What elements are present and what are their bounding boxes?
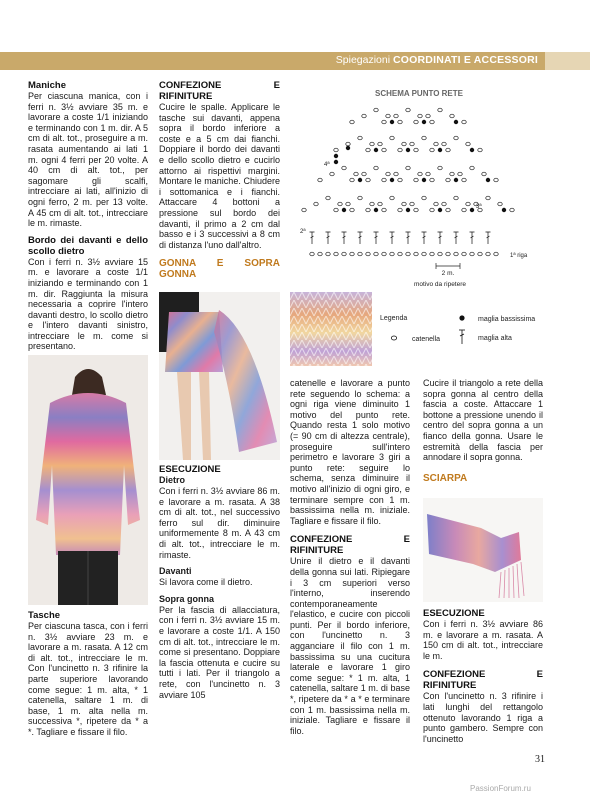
heading-tasche: Tasche (28, 610, 61, 621)
slip-stitch-symbol (470, 208, 474, 212)
sub-davanti: Davanti (159, 566, 192, 577)
chain-symbol (318, 252, 322, 256)
chain-symbol (366, 252, 370, 256)
chain-symbol (358, 136, 362, 140)
chain-symbol (390, 136, 394, 140)
chain-symbol (330, 172, 334, 176)
chain-symbol (362, 114, 366, 118)
slip-stitch-symbol (438, 148, 442, 152)
column-2-bottom (159, 464, 280, 700)
chain-symbol (366, 148, 370, 152)
chain-symbol (362, 172, 366, 176)
chain-symbol (462, 208, 466, 212)
slip-stitch-symbol (358, 178, 362, 182)
double-crochet-symbol (390, 232, 395, 244)
slip-stitch-symbol (438, 208, 442, 212)
chain-symbol (486, 252, 490, 256)
slip-stitch-symbol (334, 160, 338, 164)
chain-symbol (318, 178, 322, 182)
chain-symbol (378, 202, 382, 206)
chain-symbol (430, 120, 434, 124)
chain-symbol (430, 252, 434, 256)
chain-symbol (430, 178, 434, 182)
chart-title: SCHEMA PUNTO RETE (374, 89, 464, 98)
slip-stitch-symbol (406, 148, 410, 152)
chain-symbol (366, 208, 370, 212)
heading-confezione-sciarpa: CONFEZIONE E RIFINITURE (423, 669, 543, 692)
chain-symbol (346, 142, 350, 146)
chain-symbol (326, 252, 330, 256)
chain-symbol (334, 252, 338, 256)
double-crochet-symbol (422, 232, 427, 244)
chain-symbol (418, 114, 422, 118)
heading-esecuzione-gonna: ESECUZIONE (159, 464, 221, 475)
chain-symbol (486, 196, 490, 200)
chain-symbol (410, 142, 414, 146)
chain-symbol (394, 114, 398, 118)
chart-marks (302, 108, 514, 256)
legend-sc-symbol (459, 315, 464, 320)
watermark: PassionForum.ru (470, 784, 531, 793)
chain-symbol (382, 178, 386, 182)
chain-symbol (406, 166, 410, 170)
chain-symbol (410, 202, 414, 206)
chain-symbol (418, 172, 422, 176)
legend-title: Legenda (380, 315, 408, 322)
chain-symbol (446, 252, 450, 256)
double-crochet-symbol (310, 232, 315, 244)
chain-symbol (358, 196, 362, 200)
chain-symbol (450, 172, 454, 176)
header-title: COORDINATI E ACCESSORI (393, 54, 538, 66)
chain-symbol (346, 202, 350, 206)
heading-bordo: Bordo dei davanti e dello scollo dietro (28, 234, 148, 257)
double-crochet-symbol (374, 232, 379, 244)
row-2-label: 2ª (300, 229, 306, 235)
chain-symbol (382, 208, 386, 212)
chain-symbol (478, 252, 482, 256)
column-4 (423, 378, 543, 484)
chain-symbol (434, 142, 438, 146)
chain-symbol (434, 202, 438, 206)
chain-symbol (454, 136, 458, 140)
scarf-photo (423, 498, 543, 602)
text-maniche: Per ciascuna manica, con i ferri n. 3½ avviare 35 m. e lavorare a coste 1/1 iniziando e terminando con 1 m. dir. A 5 cm di alt. tot., proseguire a m. rasata aumentando ai lati 1 m. ogni 4 ferri per 20 volte. A 40 cm di alt. tot., per sagomare gli scalfi, intrecciare ai lati, all'inizio di ogni ferro, 2 m. per 13 volte. A 45 cm di alt. tot., intrecciare le m. rimaste. (28, 91, 148, 229)
chain-symbol (470, 166, 474, 170)
heading-confezione-gonna: CONFEZIONE E RIFINITURE (290, 534, 410, 557)
chain-symbol (350, 208, 354, 212)
chain-symbol (462, 252, 466, 256)
chain-symbol (422, 136, 426, 140)
text-sopra-gonna: Per la fascia di allacciatura, con i ferri n. 3½ avviare 15 m. e lavorare a coste 1/1. A 150 cm di alt. tot., intrecciare le m. come si presentano. Doppiare la fascia ottenuta e cucire su tutti i lati. Per il triangolo a rete, con l'uncinetto n. 3 avviare 105 (159, 604, 280, 700)
text-confezione: Cucire le spalle. Applicare le tasche sui davanti, appena sopra il bordo inferiore a coste e a 5 cm dai fianchi. Doppiare il bordo dei davanti e dello scollo dietro e cucirlo attorno ai rispettivi margini. Montare le maniche. Chiudere i sottomanica e i fianchi. Attaccare 4 bottoni a pressione sul bordo dei davanti, il primo a 2 cm dal basso e i 3 successivi a 8 cm di distanza l'uno dall'altro. (159, 102, 280, 250)
slip-stitch-symbol (486, 178, 490, 182)
slip-stitch-symbol (374, 208, 378, 212)
chain-symbol (454, 252, 458, 256)
chain-symbol (498, 202, 502, 206)
slip-stitch-symbol (502, 208, 506, 212)
cardigan-photo (28, 355, 148, 605)
chain-symbol (430, 148, 434, 152)
text-esecuzione-sciarpa: Con i ferri n. 3½ avviare 86 m. e lavorare a m. rasata. A 150 cm di alt. tot., intrecciare le m. (423, 619, 543, 661)
chain-symbol (342, 166, 346, 170)
double-crochet-symbol (454, 232, 459, 244)
chain-symbol (406, 252, 410, 256)
double-crochet-symbol (470, 232, 475, 244)
chain-symbol (366, 178, 370, 182)
chain-symbol (382, 148, 386, 152)
chain-symbol (354, 172, 358, 176)
chain-symbol (470, 252, 474, 256)
chain-symbol (334, 208, 338, 212)
legend-ch: catenella (412, 336, 441, 343)
chain-symbol (374, 252, 378, 256)
chain-symbol (438, 252, 442, 256)
chain-symbol (414, 148, 418, 152)
column-1-bottom (28, 610, 148, 738)
text-punto-rete: catenelle e lavorare a punto rete seguendo lo schema: a ogni riga viene diminuito 1 motivo del punto rete. Quando resta 1 solo motivo (= 90 cm di altezza centrale), proseguire sull'intero perimetro e lavorare 3 giri a punto rete: seguire lo schema, senza diminuire il motivo all'inizio di ogni giro, e terminare sempre con 1 m. bassissima nella m. iniziale. Tagliare e fissare il filo. (290, 378, 410, 526)
double-crochet-symbol (342, 232, 347, 244)
chain-symbol (510, 208, 514, 212)
chain-symbol (446, 208, 450, 212)
column-1 (28, 80, 148, 352)
slip-stitch-symbol (374, 148, 378, 152)
double-crochet-symbol (406, 232, 411, 244)
span-label: 2 m. (441, 270, 455, 277)
legend-dc: maglia alta (478, 335, 512, 342)
stitch-chart (288, 80, 550, 290)
double-crochet-symbol (358, 232, 363, 244)
header-text (336, 54, 538, 66)
chain-symbol (422, 252, 426, 256)
text-sopra-gonna-cont: Cucire il triangolo a rete della sopra gonna al centro della fascia a coste. Attaccare 1 bottone a pressione unendo il centro del sopra gonna a un fianco della gonna. Usare le estremità della fascia per annodare il sopra gonna. (423, 378, 543, 463)
chain-symbol (386, 114, 390, 118)
chain-symbol (382, 252, 386, 256)
double-crochet-symbol (326, 232, 331, 244)
row-1-label: 1ª riga (510, 253, 528, 259)
page-number: 31 (535, 754, 545, 765)
section-header (0, 52, 590, 70)
chain-symbol (414, 178, 418, 182)
swatch-photo (290, 292, 372, 366)
chain-symbol (446, 178, 450, 182)
sub-dietro: Dietro (159, 475, 186, 485)
chart-legend (380, 310, 550, 366)
slip-stitch-symbol (422, 178, 426, 182)
chain-symbol (326, 196, 330, 200)
chain-symbol (390, 252, 394, 256)
sub-sopra-gonna: Sopra gonna (159, 593, 215, 604)
chain-symbol (406, 108, 410, 112)
chain-symbol (398, 120, 402, 124)
chain-symbol (482, 172, 486, 176)
chain-symbol (426, 114, 430, 118)
chain-symbol (374, 108, 378, 112)
chain-symbol (462, 120, 466, 124)
text-confezione-sciarpa: Con l'uncinetto n. 3 rifinire i lati lunghi del rettangolo ottenuto lavorando 1 riga a punto gambero. Sempre con l'uncinetto (423, 691, 543, 744)
text-confezione-gonna: Unire il dietro e il davanti della gonna sui lati. Ripiegare i 3 cm superiori verso l'interno, inserendo contemporaneamente l'elastico, e cucire con piccoli punti. Per il bordo inferiore, con l'uncinetto n. 3 agganciare il filo con 1 m. bassissima su una cucitura laterale e lavorare 1 giro come segue: * 1 m. alta, 1 catenella, saltare 1 m. di base *, ripetere da * a * e terminare con 1 m. bassissima nella m. iniziale. Tagliare e fissare il filo. (290, 556, 410, 736)
chain-symbol (450, 114, 454, 118)
chain-symbol (358, 252, 362, 256)
slip-stitch-symbol (390, 120, 394, 124)
chain-symbol (310, 252, 314, 256)
skirt-photo (159, 292, 280, 460)
heading-esecuzione-sciarpa: ESECUZIONE (423, 608, 485, 619)
legend-sc: maglia bassissima (478, 316, 536, 323)
slip-stitch-symbol (342, 208, 346, 212)
legend-ch-symbol (391, 336, 396, 340)
column-3 (290, 378, 410, 736)
double-crochet-symbol (438, 232, 443, 244)
repeat-label: motivo da ripetere (413, 281, 467, 288)
header-tab (545, 52, 590, 70)
row-4-label: 4ª (324, 162, 330, 168)
chain-symbol (422, 196, 426, 200)
chain-symbol (426, 172, 430, 176)
slip-stitch-symbol (454, 178, 458, 182)
chain-symbol (350, 178, 354, 182)
chain-symbol (446, 148, 450, 152)
heading-maniche: Maniche (28, 80, 67, 91)
chain-symbol (394, 172, 398, 176)
chain-symbol (438, 108, 442, 112)
chain-symbol (302, 208, 306, 212)
chain-symbol (350, 252, 354, 256)
chain-symbol (370, 202, 374, 206)
heading-sciarpa: SCIARPA (423, 472, 468, 484)
chain-symbol (350, 120, 354, 124)
chain-symbol (462, 178, 466, 182)
text-tasche: Per ciascuna tasca, con i ferri n. 3½ avviare 23 m. e lavorare a m. rasata. A 12 cm di alt. tot., intrecciare le m. Con l'uncinetto n. 3 rifinire la parte superiore lavorando come segue: 1 m. alta, * 1 catenella, saltare 1 m. di base, 1 m. alta nella m. successiva *, ripetere da * a *. Tagliare e fissare il filo. (28, 621, 148, 737)
chain-symbol (442, 202, 446, 206)
chain-symbol (402, 142, 406, 146)
chain-symbol (398, 252, 402, 256)
chain-symbol (398, 208, 402, 212)
chain-symbol (374, 166, 378, 170)
slip-stitch-symbol (422, 120, 426, 124)
chain-symbol (414, 252, 418, 256)
text-dietro: Con i ferri n. 3½ avviare 86 m. e lavorare a m. rasata. A 38 cm di alt. tot., nel successivo ferro sul dir. diminuire uniformemente 8 m. A 43 cm di alt. tot., intrecciare le m. rimaste. (159, 486, 280, 560)
chain-symbol (458, 172, 462, 176)
chain-symbol (466, 142, 470, 146)
slip-stitch-symbol (390, 178, 394, 182)
slip-stitch-symbol (346, 146, 350, 150)
chain-symbol (454, 196, 458, 200)
slip-stitch-symbol (406, 208, 410, 212)
chain-symbol (430, 208, 434, 212)
chain-symbol (494, 252, 498, 256)
chain-symbol (370, 142, 374, 146)
text-davanti: Si lavora come il dietro. (159, 577, 253, 588)
text-bordo: Con i ferri n. 3½ avviare 15 m. e lavorare a coste 1/1 iniziando e terminando con 1 m. dir. Raggiunta la misura necessaria a coprire l'intero davanti destro, lo scollo dietro e l'intero davanti sinistro, intrecciare le m. come si presentano. (28, 256, 148, 352)
chain-symbol (342, 252, 346, 256)
chain-symbol (398, 148, 402, 152)
chain-symbol (466, 202, 470, 206)
chain-symbol (478, 148, 482, 152)
heading-gonna: GONNA E SOPRA GONNA (159, 258, 280, 281)
column-4-bottom (423, 608, 543, 744)
chain-symbol (382, 120, 386, 124)
slip-stitch-symbol (454, 120, 458, 124)
chain-symbol (386, 172, 390, 176)
slip-stitch-symbol (470, 148, 474, 152)
heading-confezione: CONFEZIONE E RIFINITURE (159, 80, 280, 102)
legend-dc-symbol (459, 330, 465, 344)
header-section: Spiegazioni (335, 54, 391, 66)
double-crochet-symbol (486, 232, 491, 244)
chain-symbol (378, 142, 382, 146)
chain-symbol (334, 148, 338, 152)
chain-symbol (494, 178, 498, 182)
chain-symbol (390, 196, 394, 200)
chain-symbol (442, 142, 446, 146)
column-2 (159, 80, 280, 280)
chain-symbol (438, 166, 442, 170)
chain-symbol (414, 120, 418, 124)
chain-symbol (414, 208, 418, 212)
row-3-label: 3ª (476, 204, 482, 210)
chain-symbol (314, 202, 318, 206)
chain-symbol (338, 202, 342, 206)
slip-stitch-symbol (334, 154, 338, 158)
chain-symbol (398, 178, 402, 182)
chain-symbol (402, 202, 406, 206)
